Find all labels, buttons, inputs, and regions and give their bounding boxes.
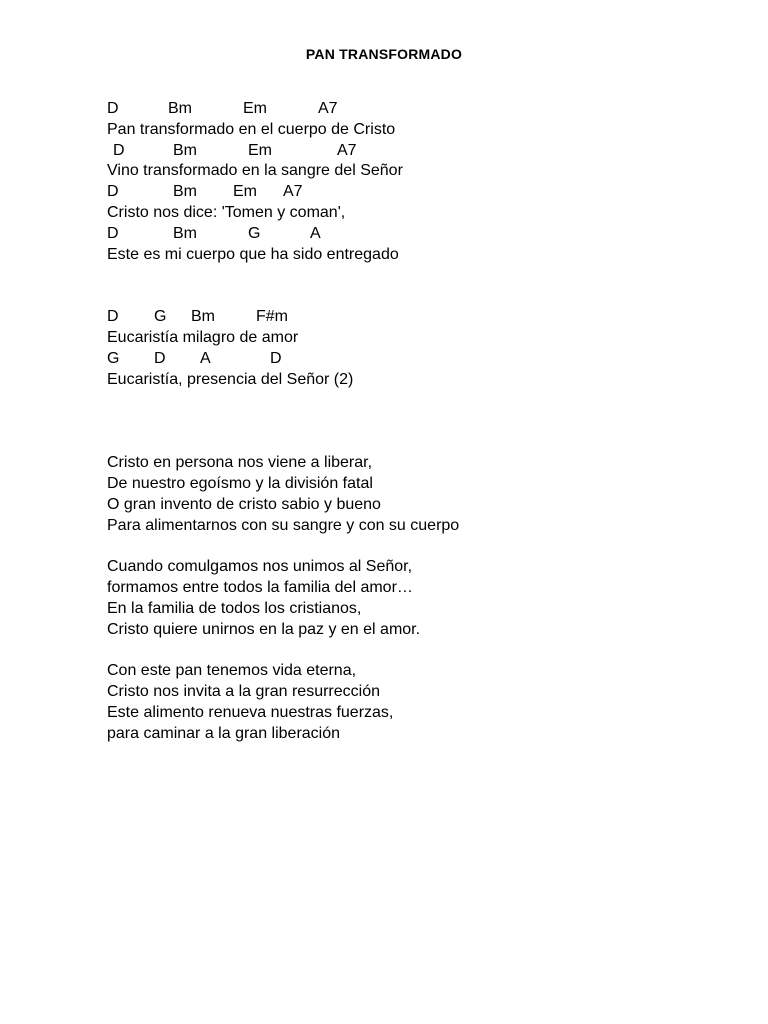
lyric-line: Este alimento renueva nuestras fuerzas, — [107, 704, 394, 721]
chord: Bm — [173, 225, 197, 242]
chord: G — [248, 225, 261, 242]
lyric-line: Cuando comulgamos nos unimos al Señor, — [107, 558, 413, 575]
chord-line — [0, 99, 768, 119]
chord: A7 — [318, 100, 338, 117]
lyric-line: Cristo nos invita a la gran resurrección — [107, 683, 381, 700]
lyric-line: para caminar a la gran liberación — [107, 725, 341, 742]
song-title: PAN TRANSFORMADO — [305, 46, 463, 62]
lyric-line: Eucaristía milagro de amor — [107, 329, 299, 346]
chord: G — [154, 308, 167, 325]
chord-line — [0, 141, 768, 161]
chord: D — [113, 142, 125, 159]
chord: Em — [243, 100, 267, 117]
chord: Bm — [191, 308, 215, 325]
chord: A7 — [337, 142, 357, 159]
lyric-line: De nuestro egoísmo y la división fatal — [107, 475, 373, 492]
lyric-line: Este es mi cuerpo que ha sido entregado — [107, 246, 399, 263]
lyric-line: Cristo nos dice: 'Tomen y coman', — [107, 204, 346, 221]
lyric-line: Vino transformado en la sangre del Señor — [107, 162, 403, 179]
chord: A — [310, 225, 321, 242]
lyric-line: Pan transformado en el cuerpo de Cristo — [107, 121, 396, 138]
lyric-line: O gran invento de cristo sabio y bueno — [107, 496, 381, 513]
chord: D — [107, 100, 119, 117]
lyric-line: Eucaristía, presencia del Señor (2) — [107, 371, 354, 388]
chord: F#m — [256, 308, 288, 325]
chord-line — [0, 349, 768, 369]
lyric-line: formamos entre todos la familia del amor… — [107, 579, 413, 596]
chord: A — [200, 350, 211, 367]
chord: Bm — [173, 142, 197, 159]
lyric-line: Cristo en persona nos viene a liberar, — [107, 454, 373, 471]
chord: D — [270, 350, 282, 367]
chord: Bm — [173, 183, 197, 200]
chord: Em — [233, 183, 257, 200]
chord: Em — [248, 142, 272, 159]
chord-line — [0, 224, 768, 244]
chord: Bm — [168, 100, 192, 117]
chord: A7 — [283, 183, 303, 200]
chord: D — [107, 183, 119, 200]
lyric-line: Para alimentarnos con su sangre y con su cuerpo — [107, 517, 460, 534]
lyric-line: En la familia de todos los cristianos, — [107, 600, 362, 617]
chord: D — [107, 225, 119, 242]
chord-line — [0, 182, 768, 202]
chord: D — [154, 350, 166, 367]
lyric-line: Cristo quiere unirnos en la paz y en el amor. — [107, 621, 421, 638]
chord: D — [107, 308, 119, 325]
chord: G — [107, 350, 120, 367]
lyric-line: Con este pan tenemos vida eterna, — [107, 662, 357, 679]
chord-line — [0, 307, 768, 327]
